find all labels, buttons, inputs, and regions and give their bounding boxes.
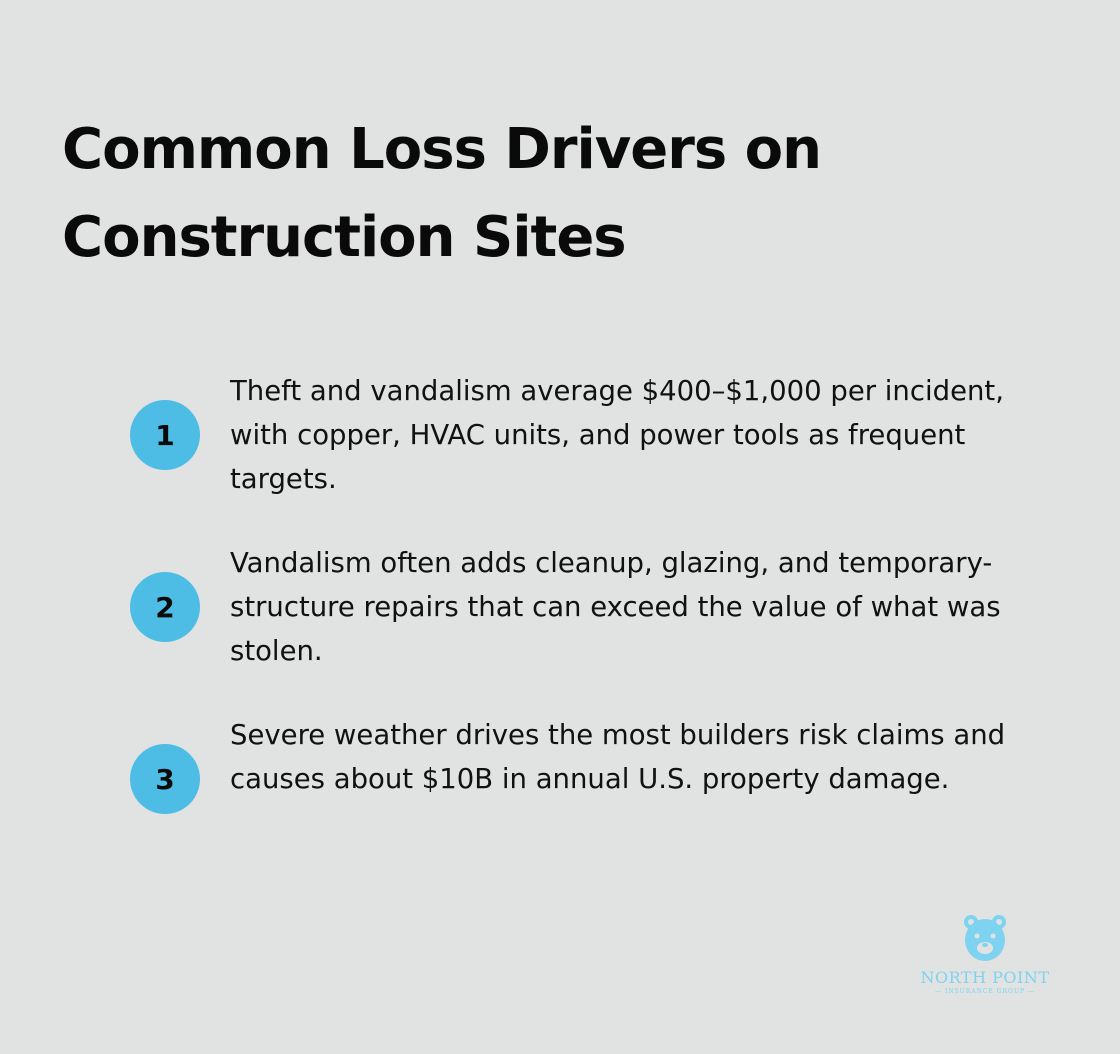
number-badge: 2 — [130, 572, 200, 642]
logo-name: NORTH POINT — [920, 968, 1050, 987]
company-logo — [905, 910, 1065, 1000]
bear-icon — [957, 910, 1013, 966]
page-title: Common Loss Drivers on Construction Sites — [62, 117, 821, 270]
list-item-text: Severe weather drives the most builders risk claims and causes about $10B in annual U.S. property damage. — [230, 719, 1006, 795]
logo-subtitle: — INSURANCE GROUP — — [935, 988, 1035, 995]
number-badge: 3 — [130, 744, 200, 814]
number-badge: 1 — [130, 400, 200, 470]
list-item-text: Theft and vandalism average $400–$1,000 per incident, with copper, HVAC units, and power tools as frequent targets. — [230, 375, 1004, 495]
list-item-text: Vandalism often adds cleanup, glazing, and temporary-structure repairs that can exceed the value of what was stolen. — [230, 547, 1001, 667]
